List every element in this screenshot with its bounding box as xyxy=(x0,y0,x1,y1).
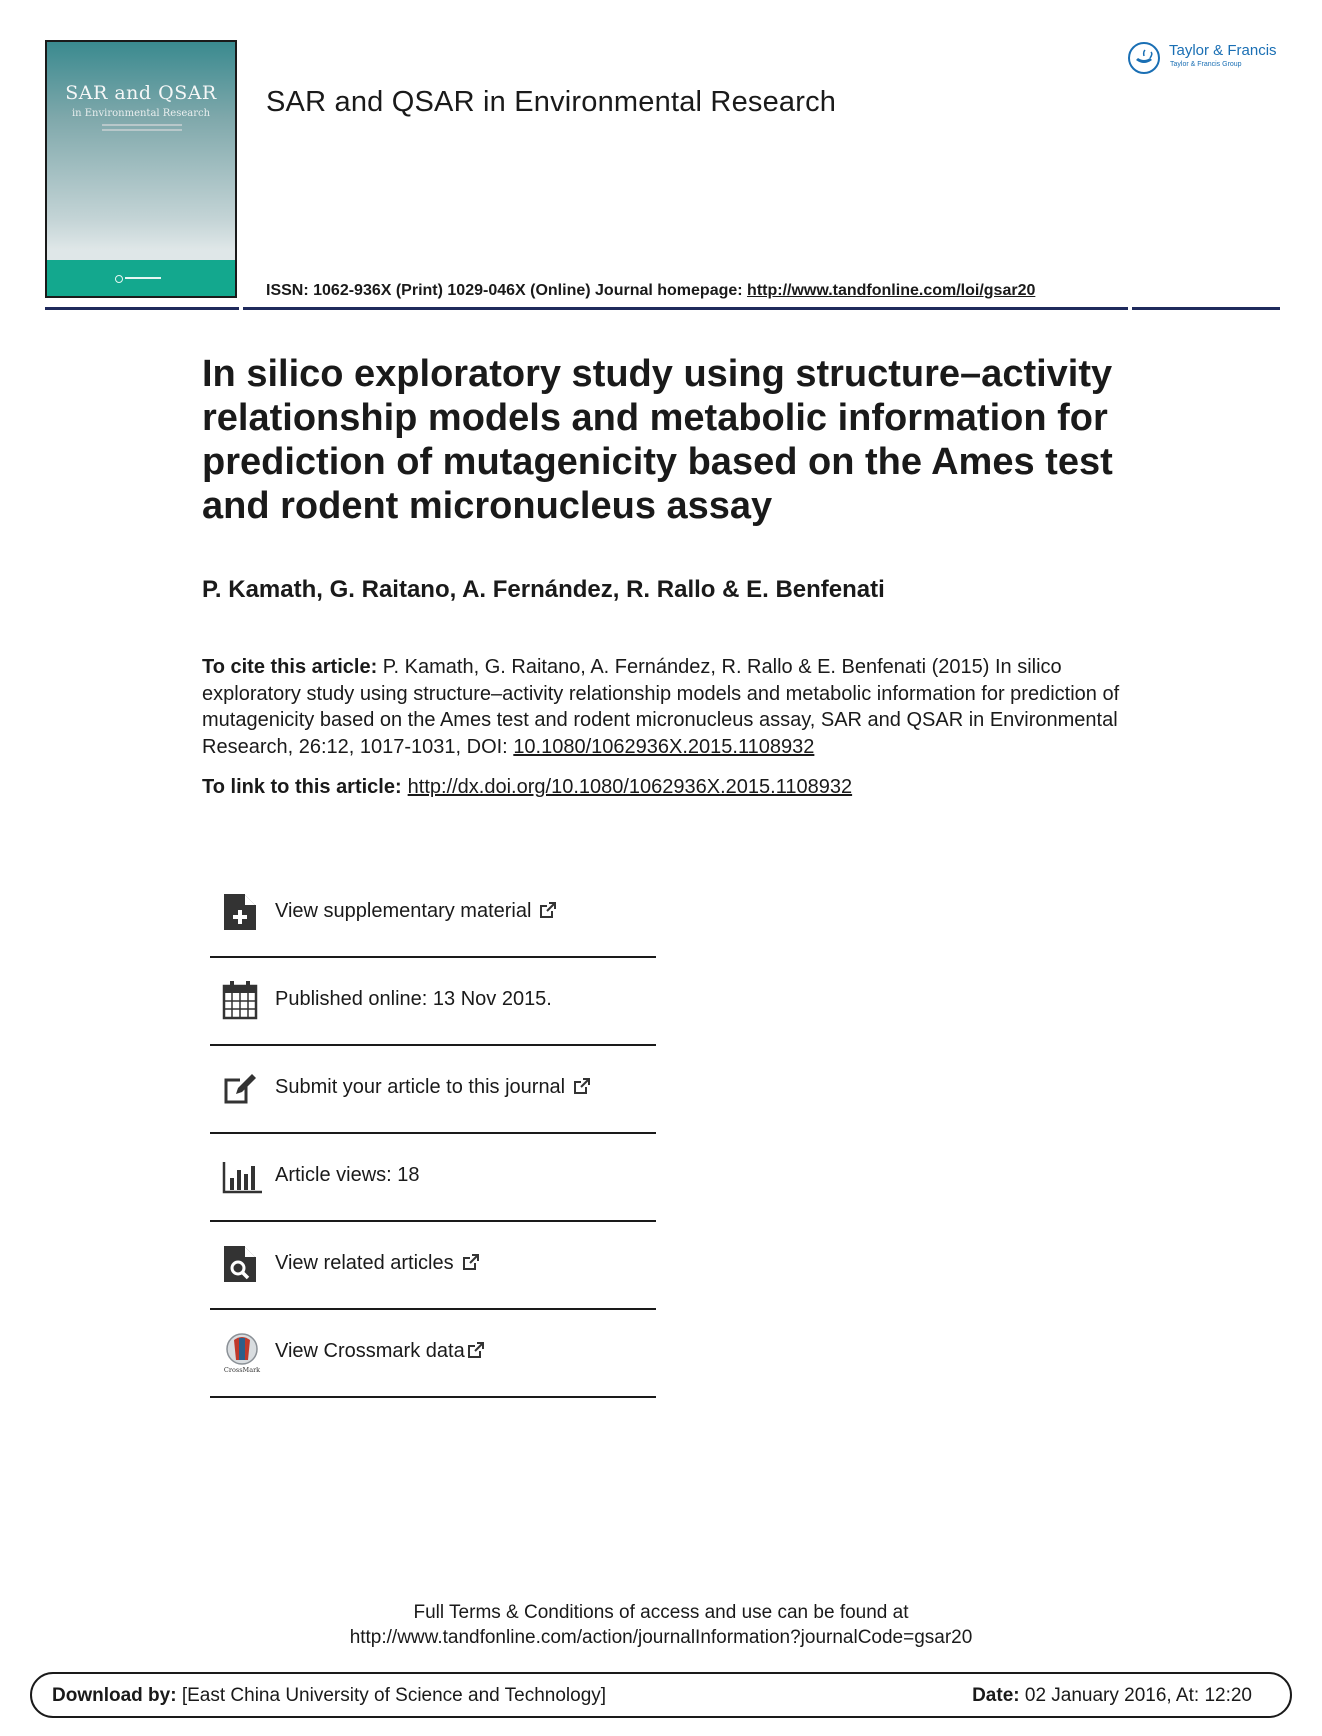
calendar-icon xyxy=(222,980,258,1020)
external-link-icon xyxy=(539,901,557,919)
edit-icon xyxy=(222,1068,258,1108)
supplementary-material-label: View supplementary material xyxy=(275,900,557,923)
bar-chart-icon xyxy=(222,1156,258,1196)
crossmark-caption: CrossMark xyxy=(223,1366,261,1374)
row-divider xyxy=(210,1396,656,1398)
file-plus-icon xyxy=(222,892,258,932)
article-views-label: Article views: 18 xyxy=(275,1164,420,1186)
published-online-label: Published online: 13 Nov 2015. xyxy=(275,988,552,1010)
external-link-icon xyxy=(467,1341,485,1359)
related-articles-label: View related articles xyxy=(275,1252,480,1275)
download-date-label: Date: xyxy=(972,1685,1020,1706)
footer-terms xyxy=(0,1600,1322,1650)
cover-subtitle: in Environmental Research xyxy=(71,108,211,119)
citation-text: P. Kamath, G. Raitano, A. Fernández, R. Rallo & E. Benfenati (2015) In silico exploratory study using structure–activity relationship models and metabolic information for prediction of mutagenicity based on the Ames test and rodent micronucleus assay, SAR and QSAR in Environmental Research, 26:12, 1017-1031, DOI: xyxy=(202,656,1120,758)
article-link-line xyxy=(202,776,852,799)
submit-article-label: Submit your article to this journal xyxy=(275,1076,591,1099)
terms-line-1: Full Terms & Conditions of access and use can be found at xyxy=(413,1602,909,1623)
download-date xyxy=(972,1685,1252,1707)
submit-article-row[interactable] xyxy=(210,1046,656,1134)
publisher-name: Taylor & Francis xyxy=(1169,42,1277,59)
citation-label: To cite this article: xyxy=(202,656,378,678)
publisher-group: Taylor & Francis Group xyxy=(1170,61,1242,68)
article-title: In silico exploratory study using structure–activity relationship models and metabolic information for prediction of mutagenicity based on the Ames test and rodent micronucleus assay xyxy=(202,353,1113,527)
journal-homepage-link[interactable]: http://www.tandfonline.com/loi/gsar20 xyxy=(747,282,1036,299)
header-divider xyxy=(45,307,1280,310)
crossmark-row[interactable] xyxy=(210,1310,656,1398)
publisher-logo[interactable] xyxy=(1126,38,1286,78)
header-divider-gap xyxy=(239,307,243,310)
citation-block xyxy=(202,654,1142,760)
download-info-box xyxy=(30,1672,1292,1718)
journal-title: SAR and QSAR in Environmental Research xyxy=(266,86,837,118)
related-articles-row[interactable] xyxy=(210,1222,656,1310)
download-by xyxy=(52,1685,606,1707)
article-authors: P. Kamath, G. Raitano, A. Fernández, R. Rallo & E. Benfenati xyxy=(202,576,885,603)
cover-band xyxy=(47,260,235,296)
external-link-icon xyxy=(462,1253,480,1271)
external-link-icon xyxy=(573,1077,591,1095)
terms-url[interactable]: http://www.tandfonline.com/action/journalInformation?journalCode=gsar20 xyxy=(349,1627,973,1648)
article-link-label: To link to this article: xyxy=(202,776,402,798)
journal-cover xyxy=(45,40,237,298)
crossmark-icon xyxy=(222,1332,261,1374)
article-doi-url[interactable]: http://dx.doi.org/10.1080/1062936X.2015.1108932 xyxy=(407,776,853,798)
publisher-lamp-icon xyxy=(1128,42,1160,74)
cover-decoration xyxy=(102,124,182,134)
cover-title: SAR and QSAR xyxy=(65,82,217,104)
download-by-value: [East China University of Science and Technology] xyxy=(176,1685,607,1706)
issn-line xyxy=(266,282,1035,300)
published-online-row xyxy=(210,958,656,1046)
issn-text: ISSN: 1062-936X (Print) 1029-046X (Online) Journal homepage: xyxy=(266,282,748,299)
article-views-row xyxy=(210,1134,656,1222)
header-divider-gap xyxy=(1128,307,1132,310)
download-by-label: Download by: xyxy=(52,1685,177,1706)
cover-publisher-logo xyxy=(115,274,165,282)
crossmark-label: View Crossmark data xyxy=(275,1340,485,1363)
download-date-value: 02 January 2016, At: 12:20 xyxy=(1019,1685,1252,1706)
citation-doi-link[interactable]: 10.1080/1062936X.2015.1108932 xyxy=(513,735,815,758)
supplementary-material-row[interactable] xyxy=(210,870,656,958)
search-document-icon xyxy=(222,1244,258,1284)
